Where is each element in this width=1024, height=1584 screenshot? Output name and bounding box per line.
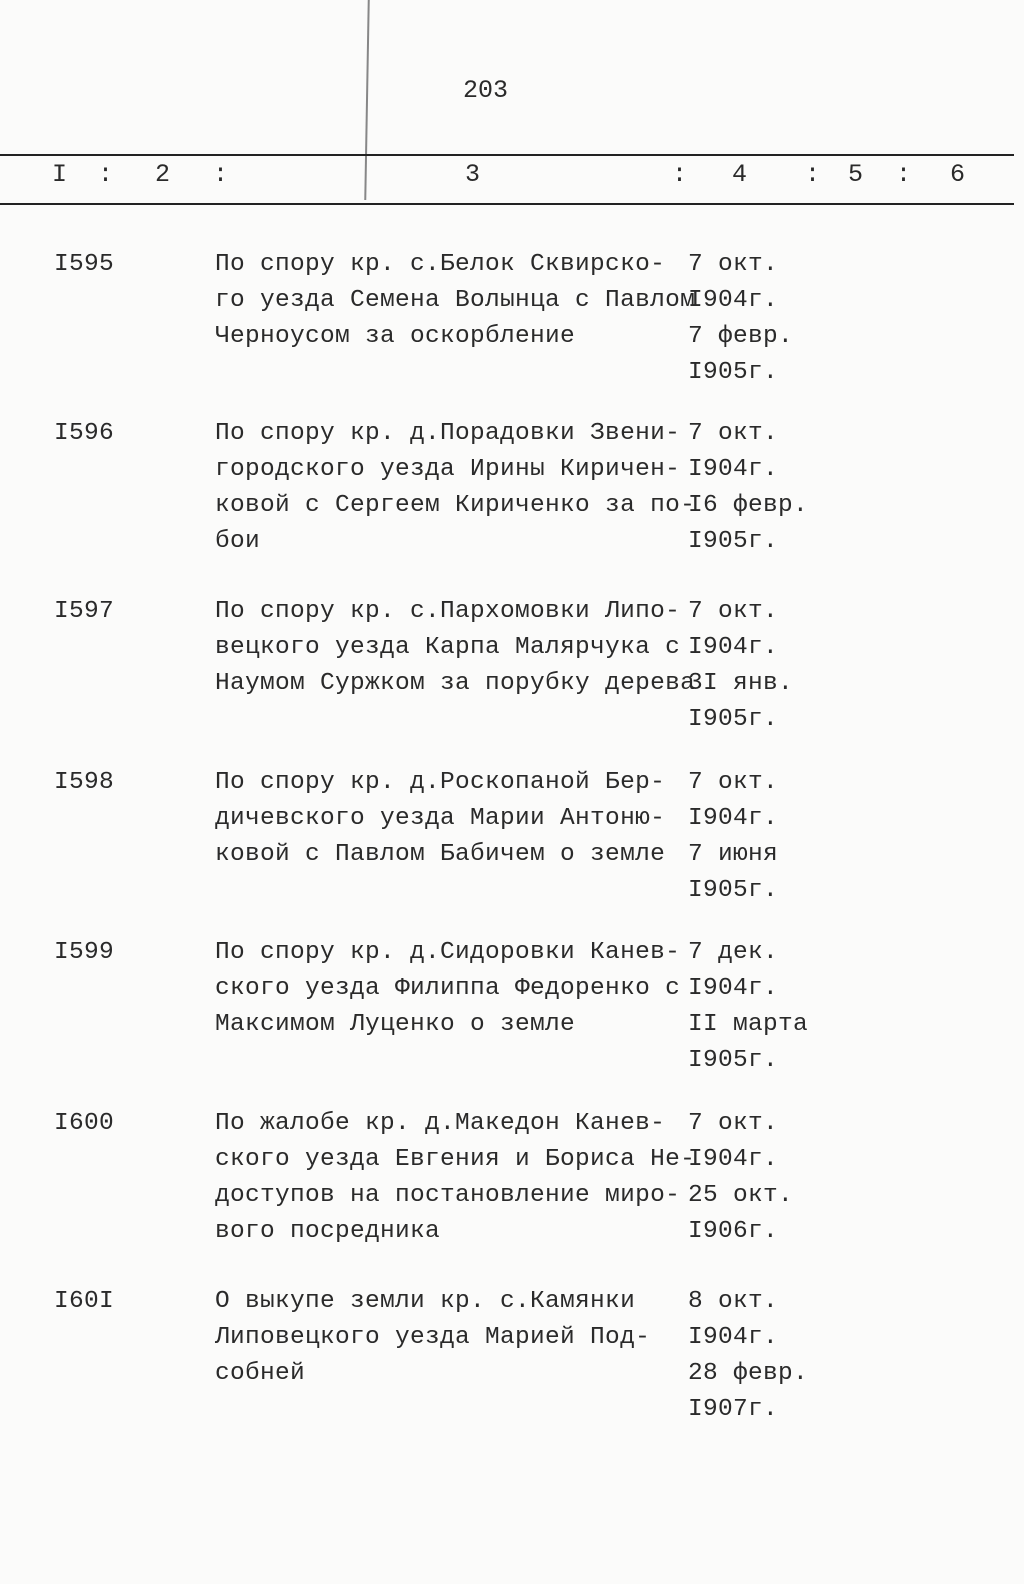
- description-line: ского уезда Филиппа Федоренко с: [215, 975, 681, 1002]
- description-line: ковой с Павлом Бабичем о земле: [215, 841, 666, 868]
- date-line: 7 февр.: [688, 323, 794, 350]
- col-sep: :: [213, 160, 229, 189]
- entry-number: I595: [54, 251, 115, 278]
- date-line: II марта: [688, 1011, 809, 1038]
- description-line: Наумом Суржком за порубку дерева: [215, 670, 696, 697]
- description-line: По спору кр. с.Пархомовки Липо-: [215, 598, 681, 625]
- date-line: 7 окт.: [688, 598, 779, 625]
- description-line: городского уезда Ирины Киричен-: [215, 456, 681, 483]
- entry-number: I596: [54, 420, 115, 447]
- date-line: I905г.: [688, 877, 779, 904]
- description-line: О выкупе земли кр. с.Камянки: [215, 1288, 636, 1315]
- entry-dates: [688, 935, 808, 1079]
- entry-description: [215, 247, 695, 355]
- date-line: I905г.: [688, 1047, 779, 1074]
- entry-dates: [688, 765, 778, 909]
- date-line: 7 дек.: [688, 939, 779, 966]
- description-line: дичевского уезда Марии Антоню-: [215, 805, 666, 832]
- date-line: I904г.: [688, 805, 779, 832]
- description-line: По спору кр. д.Сидоровки Канев-: [215, 939, 681, 966]
- date-line: 8 окт.: [688, 1288, 779, 1315]
- col-header-4: 4: [732, 160, 748, 189]
- entry-number: I600: [54, 1110, 115, 1137]
- date-line: I904г.: [688, 1146, 779, 1173]
- entry-dates: [688, 1284, 808, 1428]
- date-line: I904г.: [688, 975, 779, 1002]
- date-line: 7 окт.: [688, 769, 779, 796]
- col-sep: :: [672, 160, 688, 189]
- entry-dates: [688, 247, 793, 391]
- date-line: I904г.: [688, 634, 779, 661]
- entry-dates: [688, 594, 793, 738]
- col-header-5: 5: [848, 160, 864, 189]
- date-line: 7 июня: [688, 841, 779, 868]
- col-sep: :: [805, 160, 821, 189]
- entry-description: [215, 1106, 695, 1250]
- date-line: I905г.: [688, 528, 779, 555]
- date-line: I906г.: [688, 1218, 779, 1245]
- page-number: 203: [463, 76, 509, 105]
- entry-description: [215, 594, 695, 702]
- col-header-3: 3: [465, 160, 481, 189]
- entry-description: [215, 765, 665, 873]
- entry-description: [215, 416, 695, 560]
- date-line: I905г.: [688, 359, 779, 386]
- description-line: бои: [215, 528, 261, 555]
- date-line: 25 окт.: [688, 1182, 794, 1209]
- header-bottom-rule: [0, 203, 1014, 205]
- description-line: го уезда Семена Волынца с Павлом: [215, 287, 696, 314]
- date-line: 7 окт.: [688, 251, 779, 278]
- entry-number: I598: [54, 769, 115, 796]
- margin-pencil-line: [364, 0, 369, 200]
- date-line: 3I янв.: [688, 670, 794, 697]
- description-line: Черноусом за оскорбление: [215, 323, 576, 350]
- description-line: доступов на постановление миро-: [215, 1182, 681, 1209]
- description-line: ковой с Сергеем Кириченко за по-: [215, 492, 696, 519]
- entry-dates: [688, 416, 808, 560]
- description-line: По спору кр. с.Белок Сквирско-: [215, 251, 666, 278]
- date-line: I907г.: [688, 1396, 779, 1423]
- description-line: вого посредника: [215, 1218, 441, 1245]
- description-line: Липовецкого уезда Марией Под-: [215, 1324, 651, 1351]
- entry-description: [215, 935, 680, 1043]
- col-header-6: 6: [950, 160, 966, 189]
- header-top-rule: [0, 154, 1014, 156]
- entry-number: I599: [54, 939, 115, 966]
- date-line: I904г.: [688, 287, 779, 314]
- col-header-2: 2: [155, 160, 171, 189]
- entry-description: [215, 1284, 650, 1392]
- description-line: собней: [215, 1360, 306, 1387]
- col-sep: :: [98, 160, 114, 189]
- description-line: ского уезда Евгения и Бориса Не-: [215, 1146, 696, 1173]
- description-line: По спору кр. д.Роскопаной Бер-: [215, 769, 666, 796]
- description-line: По спору кр. д.Порадовки Звени-: [215, 420, 681, 447]
- date-line: I905г.: [688, 706, 779, 733]
- entry-number: I60I: [54, 1288, 115, 1315]
- description-line: По жалобе кр. д.Македон Канев-: [215, 1110, 666, 1137]
- date-line: 28 февр.: [688, 1360, 809, 1387]
- col-header-1: I: [52, 160, 68, 189]
- date-line: I904г.: [688, 456, 779, 483]
- date-line: 7 окт.: [688, 420, 779, 447]
- date-line: 7 окт.: [688, 1110, 779, 1137]
- entry-number: I597: [54, 598, 115, 625]
- date-line: I6 февр.: [688, 492, 809, 519]
- entry-dates: [688, 1106, 793, 1250]
- description-line: Максимом Луценко о земле: [215, 1011, 576, 1038]
- col-sep: :: [896, 160, 912, 189]
- date-line: I904г.: [688, 1324, 779, 1351]
- description-line: вецкого уезда Карпа Малярчука с: [215, 634, 681, 661]
